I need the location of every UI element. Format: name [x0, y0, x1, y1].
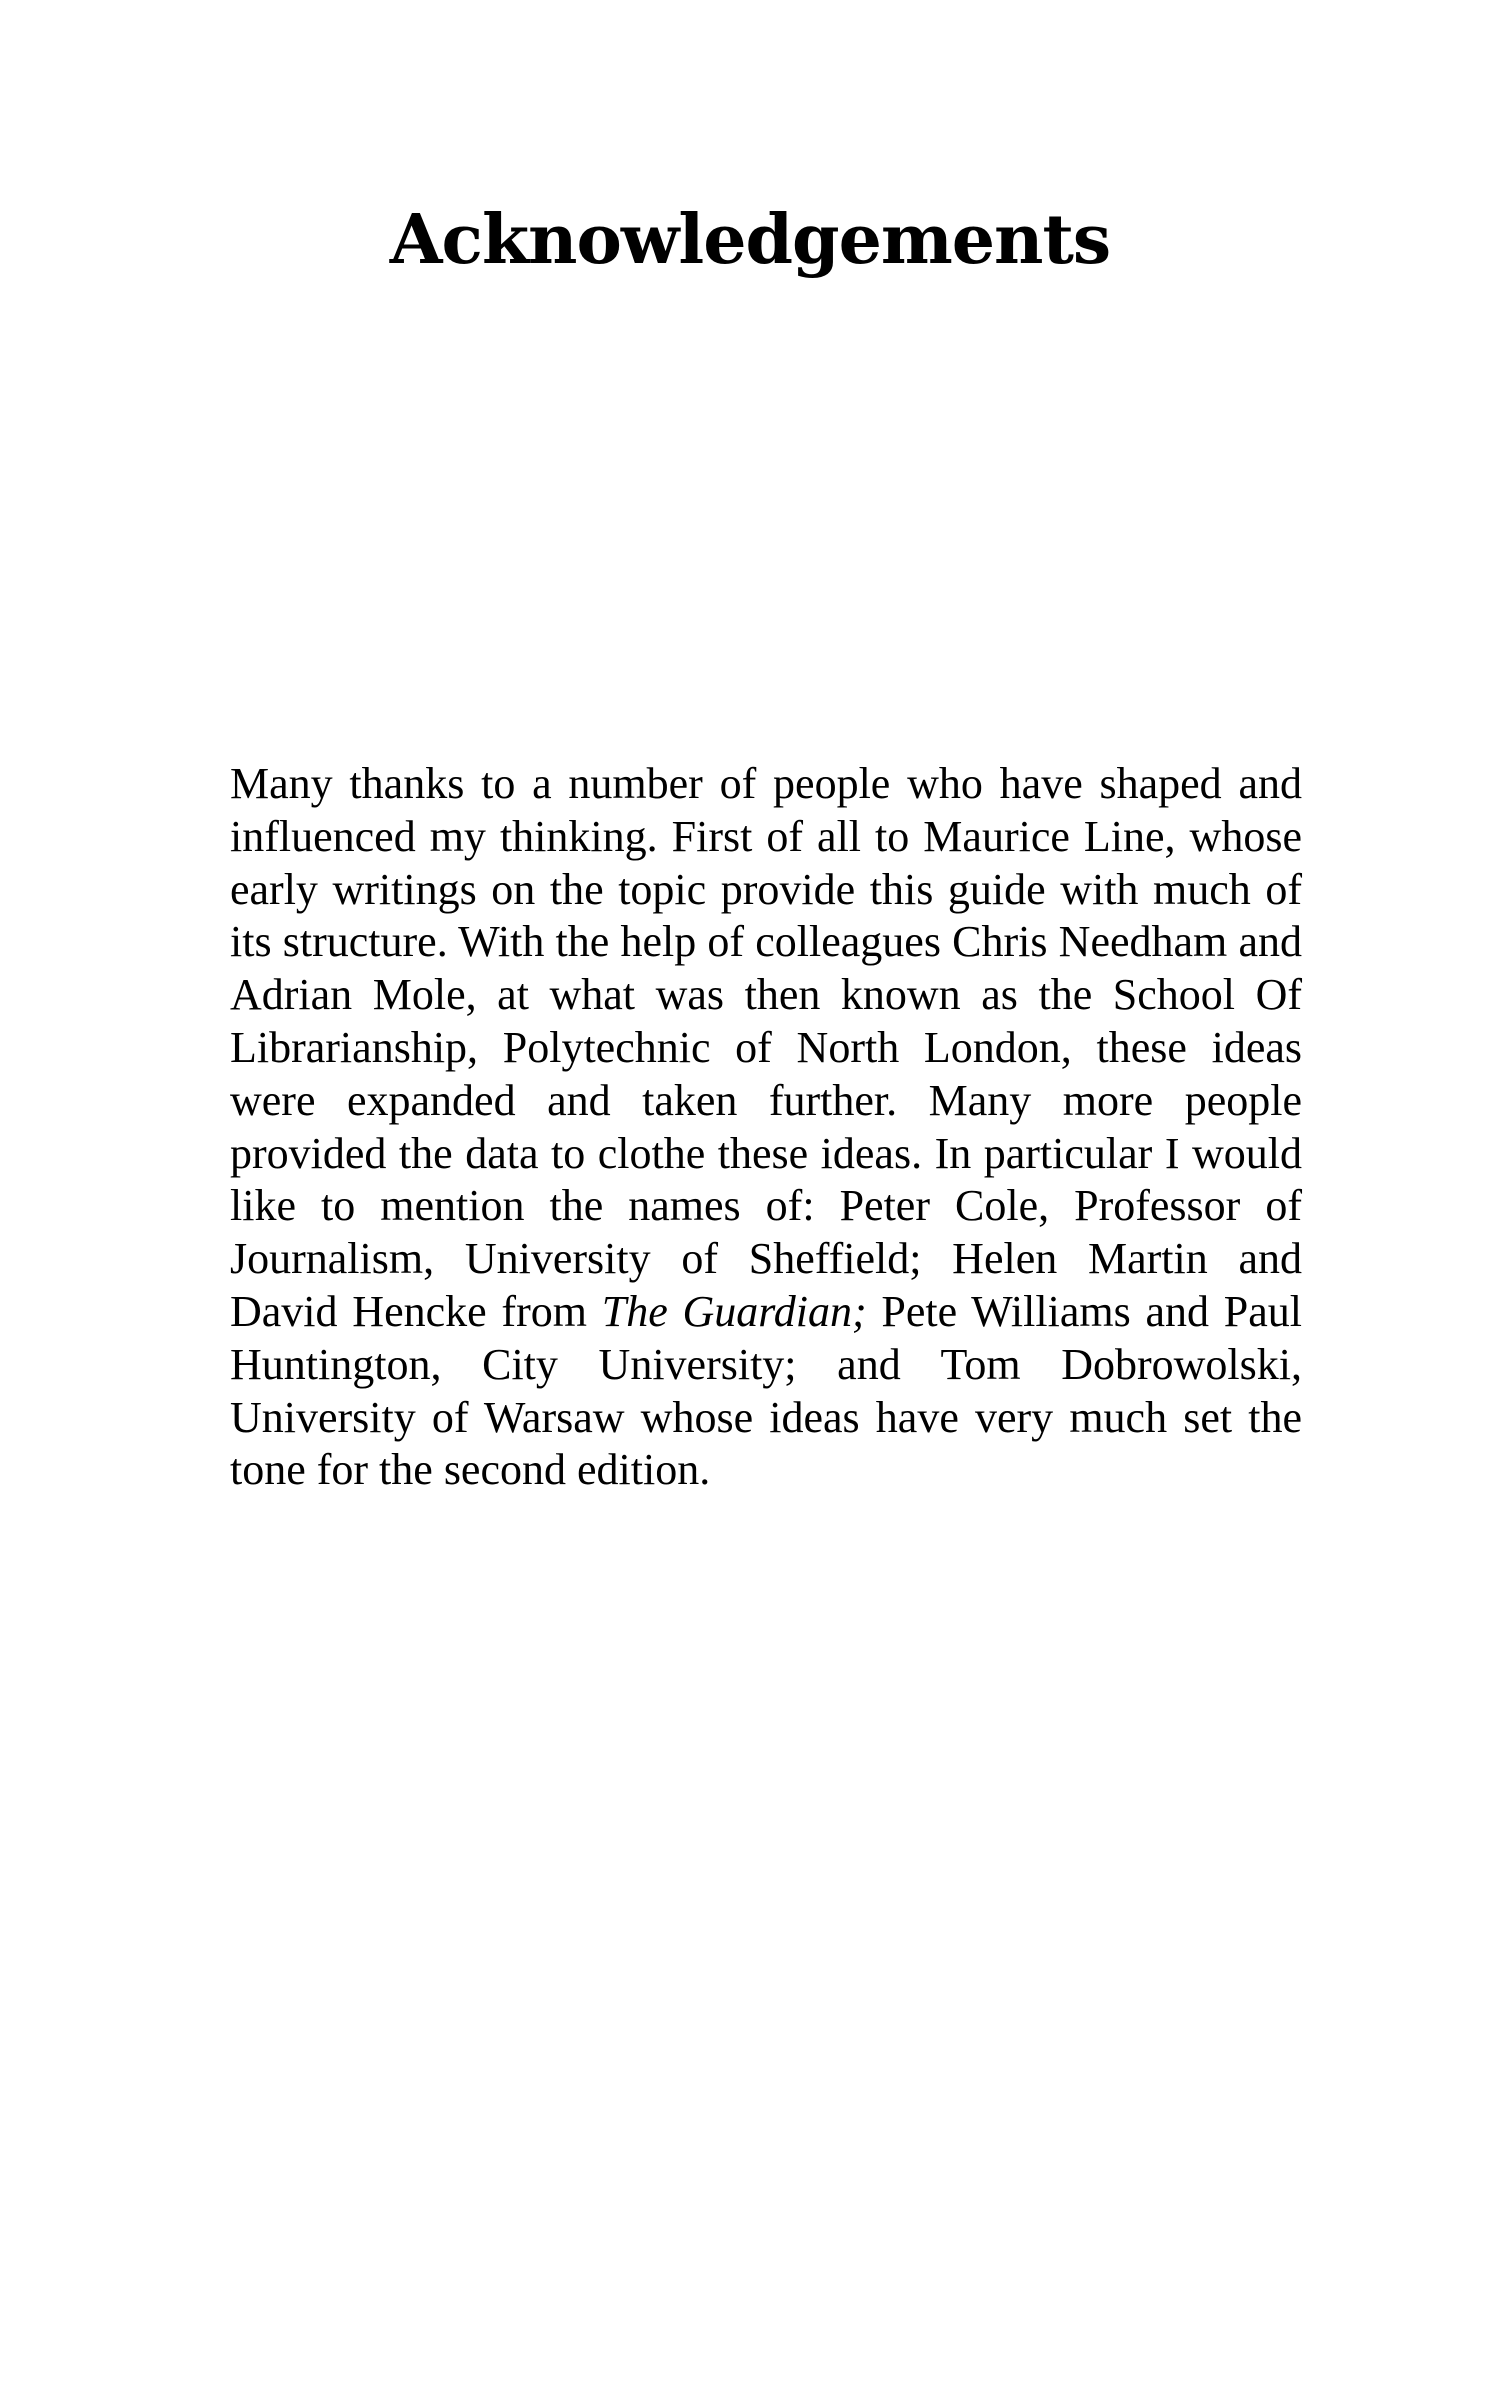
paragraph-text-part-2: Pete Williams and Paul Huntington, City University; and Tom Dobrowolski, University of Warsaw whose ideas have very much set the tone for the second edition. [230, 1286, 1302, 1495]
paragraph-text-part-1: Many thanks to a number of people who have shaped and influenced my thinking. First of all to Maurice Line, whose early writings on the topic provide this guide with much of its structure. With the help of colleagues Chris Needham and Adrian Mole, at what was then known as the School Of Librarianship, Polytechnic of North London, these ideas were expanded and taken further. Many more people provided the data to clothe these ideas. In particular I would like to mention the names of: Peter Cole, Professor of Journalism, University of Sheffield; Helen Martin and David Hencke from [230, 759, 1302, 1336]
publication-title: The Guardian; [601, 1286, 867, 1336]
acknowledgements-paragraph [230, 758, 1302, 1497]
page-title: Acknowledgements [389, 200, 1111, 280]
